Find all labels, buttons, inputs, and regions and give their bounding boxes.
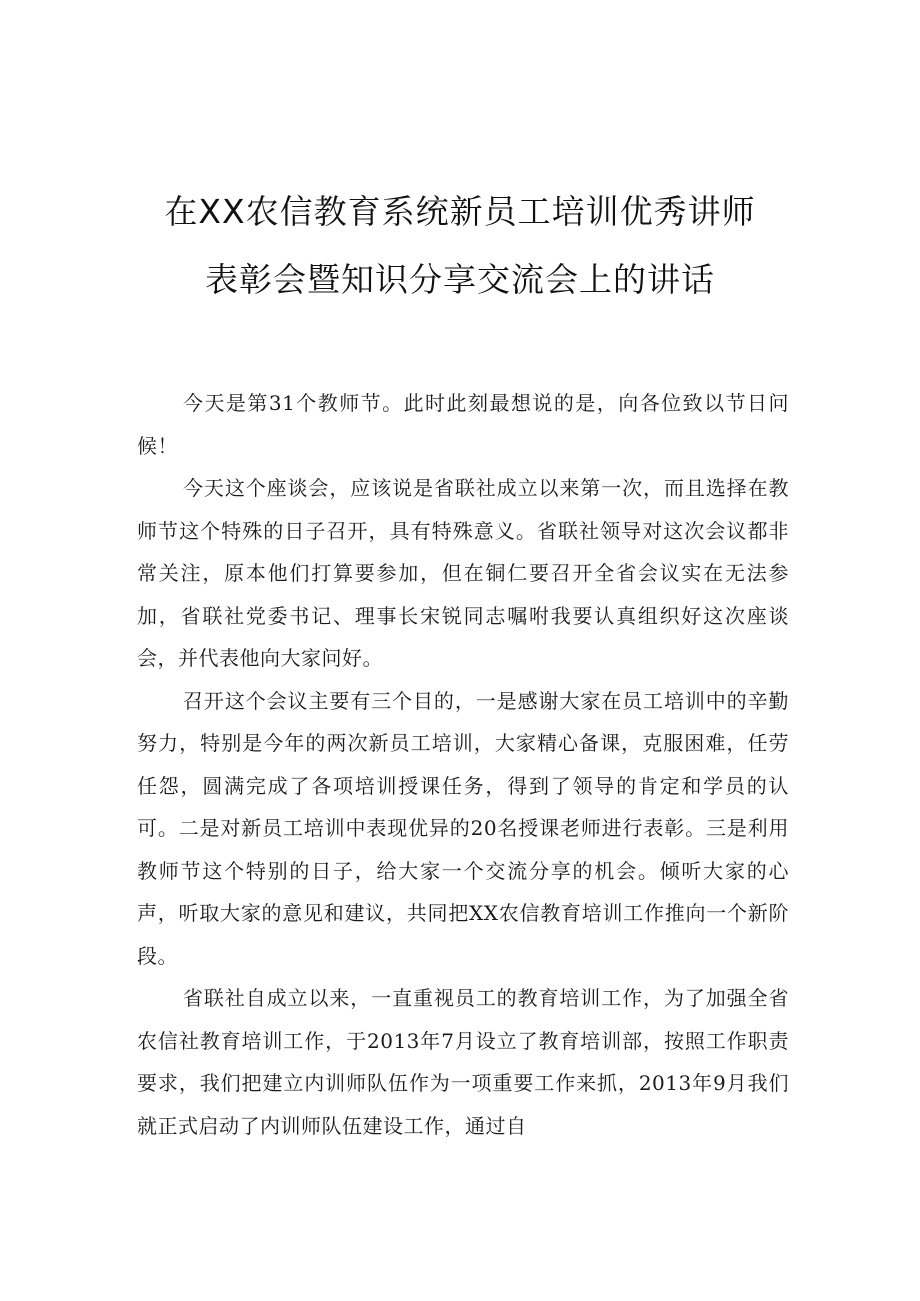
document-body: [137, 382, 789, 1147]
paragraph-3: 召开这个会议主要有三个目的，一是感谢大家在员工培训中的辛勤努力，特别是今年的两次新员工培训，大家精心备课，克服困难，任劳任怨，圆满完成了各项培训授课任务，得到了领导的肯定和学员的认可。二是对新员工培训中表现优异的20名授课老师进行表彰。三是利用教师节这个特别的日子，给大家一个交流分享的机会。倾听大家的心声，听取大家的意见和建议，共同把XX农信教育培训工作推向一个新阶段。: [137, 688, 789, 968]
paragraph-2: 今天这个座谈会，应该说是省联社成立以来第一次，而且选择在教师节这个特殊的日子召开，具有特殊意义。省联社领导对这次会议都非常关注，原本他们打算要参加，但在铜仁要召开全省会议实在无法参加，省联社党委书记、理事长宋锐同志嘱咐我要认真组织好这次座谈会，并代表他向大家问好。: [137, 476, 789, 670]
title-line-2: 表彰会暨知识分享交流会上的讲话: [205, 260, 715, 299]
title-line-1: 在XX农信教育系统新员工培训优秀讲师: [164, 192, 756, 231]
document-title: [0, 190, 920, 302]
paragraph-4: 省联社自成立以来，一直重视员工的教育培训工作，为了加强全省农信社教育培训工作，于2013年7月设立了教育培训部，按照工作职责要求，我们把建立内训师队伍作为一项重要工作来抓，2013年9月我们就正式启动了内训师队伍建设工作，通过自: [137, 986, 789, 1138]
paragraph-1: 今天是第31个教师节。此时此刻最想说的是，向各位致以节日问候！: [137, 391, 789, 458]
